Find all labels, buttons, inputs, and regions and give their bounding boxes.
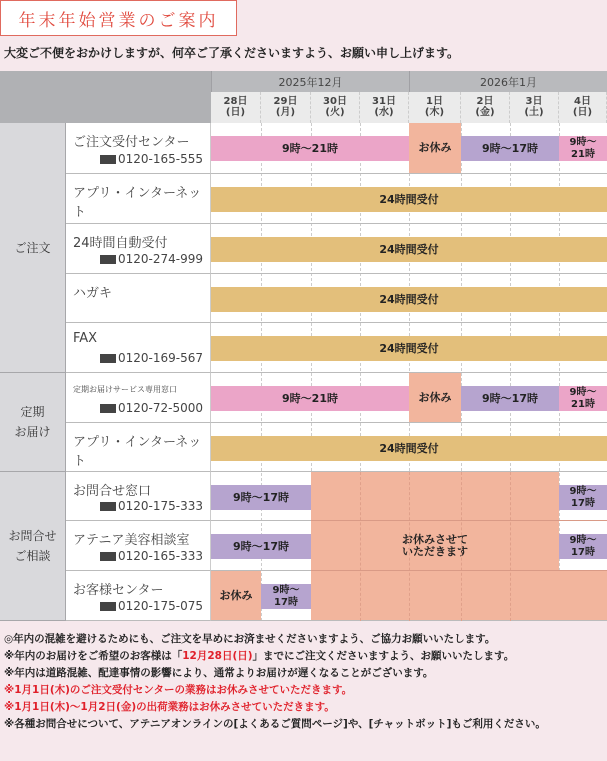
day-header [360, 92, 409, 123]
freedial-icon [100, 354, 116, 363]
service-name: アテニア美容相談室 [73, 533, 190, 548]
note-item: ※1月1日(木)のご注文受付センターの業務はお休みさせていただきます。 [4, 684, 353, 696]
hours-bar: 24時間受付 [211, 436, 607, 461]
phone-text: 0120-165-555 [117, 152, 203, 166]
hours-bar: 24時間受付 [211, 336, 607, 361]
row-label [66, 174, 211, 224]
note-item: ◎年内の混雑を避けるためにも、ご注文を早めにお済ませくださいますよう、ご協力お願いいたします。 [4, 633, 496, 645]
hours-bar: 9時～17時 [211, 485, 311, 510]
month-header: 2026年1月 [409, 71, 607, 92]
note-text: 」までにご注文くださいますよう、お願いいたします。 [252, 650, 515, 662]
hours-bar: 24時間受付 [211, 187, 607, 212]
grid-line [360, 472, 361, 621]
service-name: アプリ・インターネット [73, 435, 202, 469]
header-corner [0, 71, 211, 123]
freedial-icon [100, 404, 116, 413]
freedial-icon [100, 602, 116, 611]
service-name: 定期お届けサービス専用窓口 [73, 385, 177, 394]
day-number: 4日 [574, 96, 591, 107]
day-of-week: (日) [572, 107, 593, 118]
phone-text: 0120-72-5000 [117, 401, 203, 415]
day-of-week: (月) [275, 107, 296, 118]
phone-text: 0120-165-333 [117, 549, 203, 563]
hours-bar: 9時～ 17時 [261, 584, 311, 609]
phone-number[interactable] [100, 549, 203, 563]
row-label [66, 224, 211, 274]
day-header [510, 92, 559, 123]
notes [4, 631, 604, 733]
hours-bar: 9時～17時 [461, 386, 559, 411]
phone-number[interactable] [100, 252, 203, 266]
day-header [409, 92, 461, 123]
day-of-week: (木) [424, 107, 445, 118]
hours-bar: 9時～21時 [211, 386, 409, 411]
note-item: ※年内は道路混雑、配達事情の影響により、通常よりお届けが遅くなることがございます。 [4, 667, 434, 679]
service-name: ご注文受付センター [73, 135, 190, 150]
closed-cell: お休み [409, 373, 461, 422]
hours-bar: 9時～ 21時 [559, 386, 607, 411]
group-label: ご注文 [0, 123, 66, 373]
note-item: ※各種お問合せについて、アテニアオンラインの[よくあるご質問ページ]や、[チャットボット]もご利用ください。 [4, 718, 546, 730]
day-of-week: (金) [475, 107, 495, 118]
note-text: ※年内のお届けをご希望のお客様は「 [4, 650, 183, 662]
group-label: 定期 お届け [0, 373, 66, 472]
closed-cell [559, 571, 607, 620]
hours-bar: 9時～ 17時 [559, 485, 607, 510]
schedule-table [0, 71, 607, 621]
grid-line [211, 322, 607, 323]
note-item [4, 648, 604, 665]
intro-text: 大変ご不便をおかけしますが、何卒ご了承くださいますよう、お願い申し上げます。 [4, 46, 460, 60]
closed-cell: お休み [409, 123, 461, 173]
phone-text: 0120-175-333 [117, 499, 203, 513]
day-number: 28日 [223, 96, 248, 107]
day-header [311, 92, 360, 123]
month-header: 2025年12月 [211, 71, 409, 92]
row-label [66, 373, 211, 423]
service-name: 24時間自動受付 [73, 236, 168, 251]
service-name: お客様センター [73, 583, 164, 598]
day-number: 30日 [323, 96, 347, 107]
day-of-week: (土) [524, 107, 544, 118]
grid-line [211, 173, 607, 174]
day-header [261, 92, 311, 123]
phone-number[interactable] [100, 599, 203, 613]
phone-number[interactable] [100, 499, 203, 513]
service-name: アプリ・インターネット [73, 186, 202, 220]
hours-bar: 9時～17時 [461, 136, 559, 161]
row-label [66, 423, 211, 472]
service-name: FAX [73, 331, 98, 346]
day-of-week: (火) [325, 107, 345, 118]
service-name: ハガキ [73, 286, 113, 301]
day-number: 1日 [426, 96, 443, 107]
grid-line [311, 570, 607, 571]
hours-bar: 9時～ 21時 [559, 136, 607, 161]
service-name: お問合せ窓口 [73, 484, 152, 499]
day-of-week: (水) [374, 107, 394, 118]
day-number: 29日 [273, 96, 298, 107]
grid-line [311, 520, 607, 521]
group-label: お問合せ ご相談 [0, 472, 66, 621]
day-header [559, 92, 607, 123]
freedial-icon [100, 155, 116, 164]
row-label [66, 323, 211, 373]
grid-line [211, 422, 607, 423]
hours-bar: 9時～17時 [211, 534, 311, 559]
closed-block: お休みさせて いただきます [311, 472, 559, 620]
row-label [66, 123, 211, 174]
day-number: 2日 [476, 96, 494, 107]
row-label [66, 521, 211, 571]
hours-bar: 9時～ 17時 [559, 534, 607, 559]
phone-number[interactable] [100, 401, 203, 415]
hours-bar: 24時間受付 [211, 237, 607, 262]
phone-number[interactable] [100, 152, 203, 166]
freedial-icon [100, 552, 116, 561]
phone-text: 0120-274-999 [117, 252, 203, 266]
page-title: 年末年始営業のご案内 [0, 0, 237, 36]
day-of-week: (日) [225, 107, 246, 118]
day-header [461, 92, 510, 123]
freedial-icon [100, 502, 116, 511]
row-label [66, 472, 211, 521]
deadline-date: 12月28日(日) [182, 650, 253, 662]
grid-line [211, 223, 607, 224]
row-label [66, 571, 211, 621]
grid-line [211, 273, 607, 274]
freedial-icon [100, 255, 116, 264]
grid-line [461, 472, 462, 621]
phone-text: 0120-175-075 [117, 599, 203, 613]
hours-bar: 9時～21時 [211, 136, 409, 161]
hours-bar: 24時間受付 [211, 287, 607, 312]
day-header [211, 92, 261, 123]
day-number: 31日 [372, 96, 396, 107]
grid-line [409, 472, 410, 621]
note-item: ※1月1日(木)～1月2日(金)の出荷業務はお休みさせていただきます。 [4, 701, 335, 713]
row-label [66, 274, 211, 323]
closed-cell: お休み [211, 571, 261, 620]
phone-number[interactable] [100, 351, 203, 365]
grid-line [510, 472, 511, 621]
phone-text: 0120-169-567 [117, 351, 203, 365]
day-number: 3日 [525, 96, 543, 107]
